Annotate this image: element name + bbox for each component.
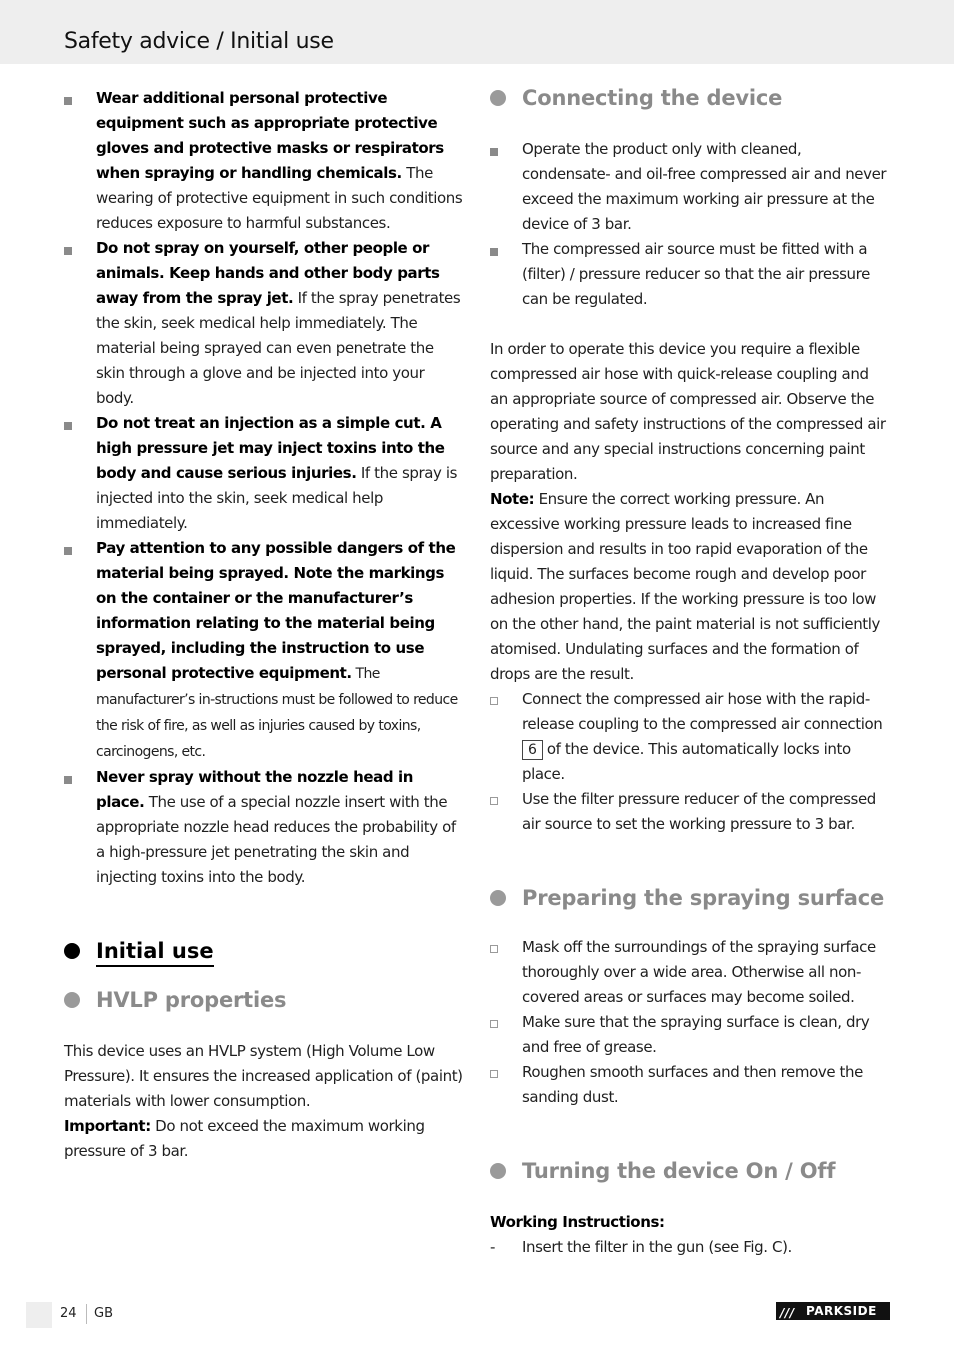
page-title: Safety advice / Initial use bbox=[64, 29, 334, 54]
bullet-text: If the spray is injected into the skin, seek medical help immediately. bbox=[96, 464, 458, 532]
footer-divider bbox=[86, 1304, 87, 1324]
dash-bullet: - bbox=[490, 1238, 496, 1256]
square-bullet-icon bbox=[490, 248, 498, 256]
language-code: GB bbox=[94, 1306, 113, 1321]
step-item bbox=[490, 787, 890, 837]
bullet-bold-text: Do not treat an injection as a simple cut. A high pressure jet may inject toxins into the body and cause serious injuries. bbox=[96, 414, 445, 482]
section-heading-hvlp bbox=[64, 985, 464, 1015]
square-bullet-icon bbox=[64, 422, 72, 430]
square-bullet-icon bbox=[64, 776, 72, 784]
step-text: Make sure that the spraying surface is clean, dry and free of grease. bbox=[522, 1013, 870, 1056]
section-heading-connecting bbox=[490, 83, 890, 113]
note-text: Ensure the correct working pressure. An excessive working pressure leads to increased fine dispersion and results in too rapid evaporation of the liquid. The surfaces become rough and develop poor adhesion properties. If the working pressure is too low on the other hand, the paint material is not sufficiently atomised. Undulating surfaces and the formation of drops are the result. bbox=[490, 490, 881, 683]
safety-bullet bbox=[64, 536, 464, 765]
bullet-bold-text: Pay attention to any possible dangers of the material being sprayed. Note the markings on the container or the manufacturer’s information relating to the material being sprayed, including the instruction to use personal protective equipment. bbox=[96, 539, 456, 682]
section-heading-preparing bbox=[490, 883, 890, 913]
grey-dot-icon bbox=[490, 1163, 506, 1179]
heading-text: Preparing the spraying surface bbox=[522, 886, 884, 910]
heading-text: HVLP properties bbox=[96, 988, 287, 1012]
checkbox-icon bbox=[490, 1020, 498, 1028]
square-bullet-icon bbox=[64, 97, 72, 105]
note-paragraph bbox=[490, 487, 890, 687]
step-text: of the device. This automatically locks into place. bbox=[522, 740, 851, 783]
paragraph-text: In order to operate this device you require a flexible compressed air hose with quick-release coupling and an appropriate source of compressed air. Observe the operating and safety instructions of the compressed air source and any special instructions concerning paint preparation. bbox=[490, 340, 886, 483]
bullet-text: The manufacturer’s in-structions must be followed to reduce the risk of fire, as well as injuries caused by toxins, carcinogens, etc. bbox=[96, 666, 458, 760]
logo-stripes-icon: /// bbox=[780, 1306, 795, 1320]
bullet-text: The use of a special nozzle insert with the appropriate nozzle head reduces the probability of a high-pressure jet penetrating the skin and injecting toxins into the body. bbox=[96, 793, 456, 886]
checkbox-icon bbox=[490, 797, 498, 805]
intro-paragraph bbox=[490, 337, 890, 487]
safety-bullet bbox=[64, 86, 464, 236]
heading-text: Turning the device On / Off bbox=[522, 1159, 836, 1183]
paragraph-text: This device uses an HVLP system (High Volume Low Pressure). It ensures the increased application of (paint) materials with lower consumption. bbox=[64, 1042, 463, 1110]
grey-dot-icon bbox=[64, 992, 80, 1008]
connecting-bullet bbox=[490, 237, 890, 312]
bullet-text: The wearing of protective equipment in such conditions reduces exposure to harmful substances. bbox=[96, 164, 463, 232]
safety-bullet bbox=[64, 411, 464, 536]
note-label: Note: bbox=[490, 490, 535, 508]
page-number: 24 bbox=[60, 1306, 77, 1321]
step-text: Connect the compressed air hose with the rapid-release coupling to the compressed air connection bbox=[522, 690, 883, 733]
bullet-bold-text: Wear additional personal protective equipment such as appropriate protective gloves and protective masks or respirators when spraying or handling chemicals. bbox=[96, 89, 444, 182]
bullet-text: The compressed air source must be fitted with a (filter) / pressure reducer so that the air pressure can be regulated. bbox=[522, 240, 870, 308]
connecting-bullet bbox=[490, 137, 890, 237]
parkside-logo bbox=[776, 1302, 890, 1320]
grey-dot-icon bbox=[490, 890, 506, 906]
heading-text: Initial use bbox=[96, 937, 214, 967]
step-item bbox=[490, 687, 890, 787]
step-text: Mask off the surroundings of the spraying surface thoroughly over a wide area. Otherwise all non-covered areas or surfaces may become soiled. bbox=[522, 938, 876, 1006]
step-item bbox=[490, 935, 890, 1010]
important-text: Do not exceed the maximum working pressure of 3 bar. bbox=[64, 1117, 425, 1160]
grey-dot-icon bbox=[490, 90, 506, 106]
step-item bbox=[490, 1010, 890, 1060]
step-item bbox=[490, 1060, 890, 1110]
square-bullet-icon bbox=[64, 247, 72, 255]
safety-bullet bbox=[64, 765, 464, 890]
part-number-badge: 6 bbox=[522, 740, 543, 760]
bullet-text: Operate the product only with cleaned, condensate- and oil-free compressed air and never exceed the maximum working air pressure at the device of 3 bar. bbox=[522, 140, 887, 233]
step-text: Insert the filter in the gun (see Fig. C). bbox=[522, 1238, 792, 1256]
left-column bbox=[64, 86, 464, 1164]
black-dot-icon bbox=[64, 943, 80, 959]
safety-bullet bbox=[64, 236, 464, 411]
section-heading-turning bbox=[490, 1156, 890, 1186]
section-heading-initial-use bbox=[64, 936, 464, 967]
working-item bbox=[490, 1235, 890, 1260]
hvlp-paragraph bbox=[64, 1039, 464, 1164]
working-instructions-label: Working Instructions: bbox=[490, 1213, 665, 1231]
footer-marker bbox=[26, 1302, 52, 1328]
heading-text: Connecting the device bbox=[522, 86, 783, 110]
checkbox-icon bbox=[490, 945, 498, 953]
checkbox-icon bbox=[490, 1070, 498, 1078]
bullet-text: If the spray penetrates the skin, seek medical help immediately. The material being sprayed can even penetrate the skin through a glove and be injected into your body. bbox=[96, 289, 461, 407]
right-column bbox=[490, 86, 890, 1260]
page-header bbox=[0, 0, 954, 64]
logo-text: PARKSIDE bbox=[806, 1304, 877, 1318]
step-text: Use the filter pressure reducer of the compressed air source to set the working pressure to 3 bar. bbox=[522, 790, 876, 833]
step-text: Roughen smooth surfaces and then remove the sanding dust. bbox=[522, 1063, 863, 1106]
square-bullet-icon bbox=[64, 547, 72, 555]
bullet-bold-text: Do not spray on yourself, other people or animals. Keep hands and other body parts away from the spray jet. bbox=[96, 239, 440, 307]
bullet-bold-text: Never spray without the nozzle head in place. bbox=[96, 768, 414, 811]
square-bullet-icon bbox=[490, 148, 498, 156]
important-label: Important: bbox=[64, 1117, 151, 1135]
checkbox-icon bbox=[490, 697, 498, 705]
